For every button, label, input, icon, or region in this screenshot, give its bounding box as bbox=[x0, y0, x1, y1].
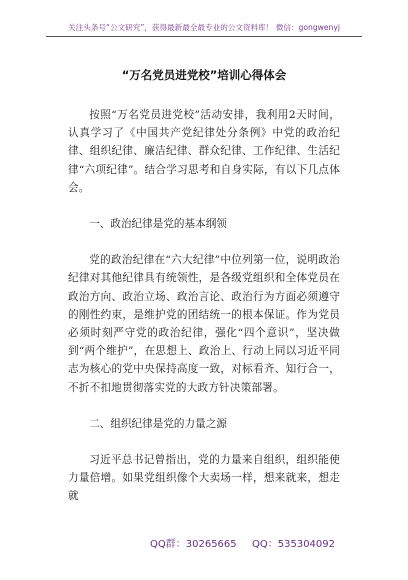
qq-contact-number: QQ：535304092 bbox=[252, 539, 336, 550]
header-banner: 关注头条号“公文研究”，获得最新最全最专业的公文资料库！ 微信：gongwenyj bbox=[68, 23, 340, 32]
paragraph-gap bbox=[68, 197, 340, 215]
section-paragraph: 习近平总书记曾指出，党的力量来自组织，组织能使力量倍增。如果党组织像个大卖场一样，想来就来，想走就 bbox=[68, 454, 340, 503]
paragraph-gap bbox=[68, 233, 340, 251]
qq-group-number: QQ群：30265665 bbox=[150, 539, 237, 550]
paragraph-gap bbox=[68, 433, 340, 451]
document-body bbox=[68, 106, 340, 506]
section-paragraph: 党的政治纪律在“六大纪律”中位列第一位，说明政治纪律对其他纪律具有统领性，是各级党组织和全体党员在政治方向、政治立场、政治言论、政治行为方面必须遵守的刚性约束，是维护党的团结统一的根本保证。作为党员必须时刻严守党的政治纪律，强化“四个意识”，坚决做到“两个维护”，在思想上、政治上、行动上同以习近平同志为核心的党中央保持高度一致，对标看齐、知行合一，不折不扣地贯彻落实党的大政方针决策部署。 bbox=[68, 254, 340, 394]
section-heading: 二、组织纪律是党的力量之源 bbox=[89, 417, 227, 430]
section-heading: 一、政治纪律是党的基本纲领 bbox=[89, 218, 227, 231]
paragraph-gap bbox=[68, 397, 340, 415]
header-divider bbox=[46, 36, 362, 37]
intro-paragraph: 按照“万名党员进党校”活动安排，我利用2天时间，认真学习了《中国共产党纪律处分条例》中党的政治纪律、组织纪律、廉洁纪律、群众纪律、工作纪律、生活纪律“六项纪律”。结合学习思考和自身实际，有以下几点体会。 bbox=[68, 109, 340, 194]
document-title: “万名党员进党校”培训心得体会 bbox=[121, 68, 287, 82]
